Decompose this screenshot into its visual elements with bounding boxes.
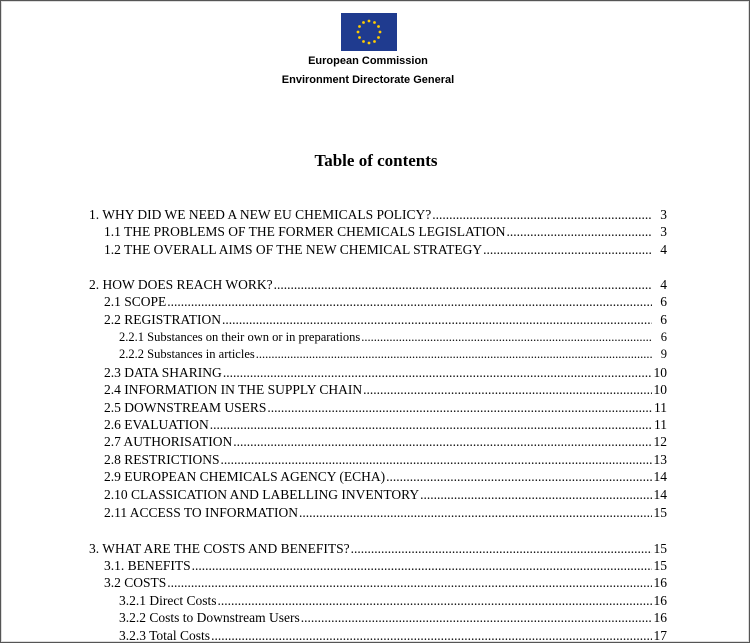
toc-leader-dots: [363, 381, 652, 398]
toc-entry-page: 9: [660, 347, 667, 361]
toc-entry-label: 2.11 ACCESS TO INFORMATION: [104, 505, 299, 520]
toc-leader-dots: [167, 574, 652, 591]
toc-entry[interactable]: [104, 468, 667, 485]
toc-entry-label: 3.2.3 Total Costs: [119, 628, 211, 643]
toc-leader-dots: [507, 223, 652, 240]
toc-entry-page: 16: [653, 593, 667, 608]
toc-entry-label: 2.2 REGISTRATION: [104, 312, 221, 327]
toc-entry[interactable]: [89, 206, 667, 223]
toc-leader-dots: [192, 557, 652, 574]
toc-entry[interactable]: [104, 504, 667, 521]
toc-entry-page: 15: [653, 558, 667, 573]
toc-leader-dots: [420, 486, 652, 503]
toc-entry[interactable]: [104, 416, 667, 433]
toc-entry-label: 2.6 EVALUATION: [104, 417, 209, 432]
toc-entry-label: 2.10 CLASSICATION AND LABELLING INVENTORY: [104, 487, 420, 502]
toc-entry-page: 15: [653, 505, 667, 520]
toc-entry-label: 2.9 EUROPEAN CHEMICALS AGENCY (ECHA): [104, 469, 386, 484]
toc-entry-page: 14: [653, 487, 667, 502]
toc-entry-label: 3. WHAT ARE THE COSTS AND BENEFITS?: [89, 541, 350, 556]
toc-entry-page: 13: [653, 452, 667, 467]
toc-entry-page: 11: [654, 417, 667, 432]
toc-entry-page: 12: [653, 434, 667, 449]
toc-entry-label: 2.1 SCOPE: [104, 294, 167, 309]
toc-leader-dots: [221, 451, 652, 468]
toc-leader-dots: [167, 293, 652, 310]
toc-entry-label: 1. WHY DID WE NEED A NEW EU CHEMICALS POLICY?: [89, 207, 432, 222]
toc-entry[interactable]: [119, 592, 667, 609]
toc-entry[interactable]: [89, 276, 667, 293]
toc-entry-page: 4: [660, 242, 667, 257]
toc-entry[interactable]: [104, 364, 667, 381]
toc-leader-dots: [233, 433, 652, 450]
toc-leader-dots: [301, 609, 652, 626]
toc-entry-page: 10: [653, 365, 667, 380]
toc-entry[interactable]: [104, 557, 667, 574]
toc-leader-dots: [432, 206, 652, 223]
toc-entry-label: 2.8 RESTRICTIONS: [104, 452, 220, 467]
toc-entry[interactable]: [104, 311, 667, 328]
toc-entry-page: 4: [660, 277, 667, 292]
toc-leader-dots: [351, 540, 652, 557]
toc-leader-dots: [483, 241, 652, 258]
toc-entry-page: 3: [660, 207, 667, 222]
toc-entry-page: 11: [654, 400, 667, 415]
toc-leader-dots: [256, 346, 652, 363]
toc-entry[interactable]: [104, 486, 667, 503]
toc-leader-dots: [218, 592, 653, 609]
toc-entry[interactable]: [119, 609, 667, 626]
toc-entry-label: 3.1. BENEFITS: [104, 558, 191, 573]
toc-leader-dots: [222, 311, 652, 328]
toc-entry-page: 15: [653, 541, 667, 556]
toc-leader-dots: [210, 416, 652, 433]
toc-leader-dots: [386, 468, 652, 485]
toc-entry-label: 3.2.1 Direct Costs: [119, 593, 217, 608]
toc-entry-page: 16: [653, 575, 667, 590]
toc-entry[interactable]: [119, 346, 667, 363]
toc-entry-label: 2.5 DOWNSTREAM USERS: [104, 400, 267, 415]
toc-entry-label: 1.2 THE OVERALL AIMS OF THE NEW CHEMICAL STRATEGY: [104, 242, 483, 257]
toc-entry[interactable]: [89, 540, 667, 557]
eu-flag-icon: [341, 13, 397, 51]
toc-entry-page: 3: [660, 224, 667, 239]
toc-entry-label: 2.7 AUTHORISATION: [104, 434, 233, 449]
toc-entry-label: 2.2.1 Substances on their own or in preparations: [119, 330, 361, 344]
toc-entry-page: 6: [660, 294, 667, 309]
toc-entry-label: 2.2.2 Substances in articles: [119, 347, 255, 361]
toc-entry-page: 16: [653, 610, 667, 625]
toc-entry[interactable]: [119, 329, 667, 346]
toc-entry-label: 3.2.2 Costs to Downstream Users: [119, 610, 300, 625]
toc-entry-label: 2.3 DATA SHARING: [104, 365, 222, 380]
toc-entry-label: 3.2 COSTS: [104, 575, 167, 590]
toc-leader-dots: [211, 627, 652, 644]
toc-entry-page: 6: [660, 312, 667, 327]
toc-entry[interactable]: [104, 451, 667, 468]
toc-leader-dots: [267, 399, 652, 416]
toc-entry-page: 10: [653, 382, 667, 397]
toc-entry[interactable]: [104, 241, 667, 258]
toc-entry-page: 6: [660, 330, 667, 344]
toc-leader-dots: [274, 276, 652, 293]
toc-leader-dots: [223, 364, 652, 381]
department-name: Environment Directorate General: [281, 74, 455, 86]
toc-entry[interactable]: [104, 293, 667, 310]
toc-entry-label: 1.1 THE PROBLEMS OF THE FORMER CHEMICALS LEGISLATION: [104, 224, 506, 239]
toc-leader-dots: [299, 504, 652, 521]
toc-entry[interactable]: [119, 627, 667, 644]
toc-entry-page: 17: [653, 628, 667, 643]
toc-entry-label: 2.4 INFORMATION IN THE SUPPLY CHAIN: [104, 382, 363, 397]
toc-entry[interactable]: [104, 381, 667, 398]
page-title: Table of contents: [314, 151, 438, 170]
toc-entry[interactable]: [104, 223, 667, 240]
toc-entry[interactable]: [104, 399, 667, 416]
toc-entry[interactable]: [104, 433, 667, 450]
toc-leader-dots: [361, 329, 652, 346]
toc-entry-page: 14: [653, 469, 667, 484]
toc-entry[interactable]: [104, 574, 667, 591]
org-name: European Commission: [308, 55, 428, 67]
toc-entry-label: 2. HOW DOES REACH WORK?: [89, 277, 273, 292]
